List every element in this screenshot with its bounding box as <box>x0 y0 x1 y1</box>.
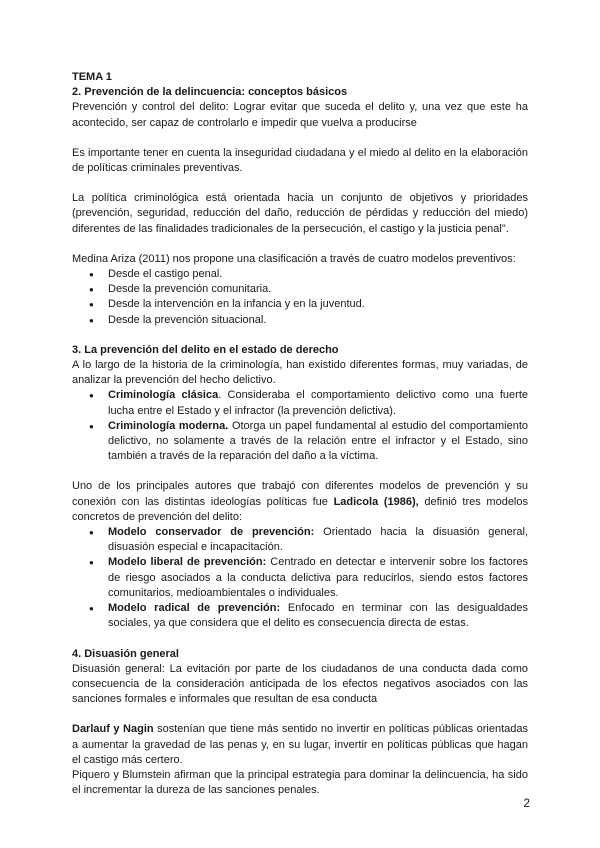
definition: Enfocado en terminar con las desigualdades sociales, ya que considera que el delito es consecuencia directa de estas. <box>108 602 528 630</box>
list-item <box>72 388 528 418</box>
prevention-models-list <box>72 525 528 631</box>
text-run: definió tres modelos concretos de prevención del delito: <box>72 495 528 523</box>
tema-label: TEMA 1 <box>72 71 112 83</box>
term: Criminología clásica <box>108 389 219 402</box>
text-run: sostenían que tiene más sentido no invertir en políticas públicas orientadas a aumentar la gravedad de las penas y, en su lugar, invertir en políticas públicas que hagan el castigo más certero. <box>72 723 528 766</box>
term: Modelo liberal de prevención: <box>108 556 267 569</box>
author-name: Ladicola (1986), <box>333 495 419 508</box>
term: Criminología moderna. <box>108 419 229 432</box>
list-item <box>72 601 528 631</box>
page-content <box>72 70 528 798</box>
list-item <box>72 555 528 601</box>
section-4-heading: 4. Disuasión general <box>72 647 179 660</box>
section-2-heading: 2. Prevención de la delincuencia: conceptos básicos <box>72 86 348 99</box>
page-number: 2 <box>523 796 530 810</box>
term: Modelo radical de prevención: <box>108 602 281 615</box>
author-name: Darlauf y Nagin <box>72 723 154 736</box>
list-item <box>72 525 528 555</box>
criminology-list <box>72 388 528 464</box>
list-item: ● Desde el castigo penal. <box>72 267 528 282</box>
paragraph: La política criminológica está orientada hacia un conjunto de objetivos y prioridades (prevención, seguridad, reducción del daño, reducción de pérdidas y reducción del miedo) diferentes de las finalidades tradicionales de la persecución, el castigo y la justicia penal". <box>72 192 528 235</box>
section-3-heading: 3. La prevención del delito en el estado de derecho <box>72 343 339 356</box>
list-item: ● Desde la intervención en la infancia y en la juventud. <box>72 297 528 312</box>
term: Modelo conservador de prevención: <box>108 526 315 539</box>
definition: Centrado en detectar e intervenir sobre los factores de riesgo asociados a la conducta delictiva para reducirlos, siendo estos factores comunitarios, medioambientales o individuales. <box>108 556 528 599</box>
paragraph: Es importante tener en cuenta la inseguridad ciudadana y el miedo al delito en la elaboración de políticas criminales preventivas. <box>72 146 528 175</box>
preventive-models-list <box>72 267 528 328</box>
paragraph <box>72 479 528 525</box>
paragraph: Prevención y control del delito: Lograr evitar que suceda el delito y, una vez que este ha acontecido, ser capaz de controlarlo e impedir que vuelva a producirse <box>72 101 528 129</box>
paragraph: A lo largo de la historia de la criminología, han existido diferentes formas, muy variadas, de analizar la prevención del hecho delictivo. <box>72 359 528 387</box>
definition: Orientado hacia la disuasión general, disuasión especial e incapacitación. <box>108 526 528 554</box>
definition: . Consideraba el comportamiento delictivo como una fuerte lucha entre el Estado y el infractor (la prevención delictiva). <box>108 389 528 417</box>
paragraph: Disuasión general: La evitación por parte de los ciudadanos de una conducta dada como consecuencia de la consideración anticipada de los efectos negativos asociados con las sanciones formales e informales que resultan de esa conducta <box>72 662 528 706</box>
paragraph: Medina Ariza (2011) nos propone una clasificación a través de cuatro modelos preventivos: <box>72 252 516 265</box>
list-item: ● Desde la prevención comunitaria. <box>72 282 528 297</box>
definition: Otorga un papel fundamental al estudio del comportamiento delictivo, no solamente a través de la relación entre el infractor y el Estado, sino también a través de la reparación del daño a la víctima. <box>108 419 529 463</box>
paragraph: Piquero y Blumstein afirman que la principal estrategia para dominar la delincuencia, ha sido el incrementar la dureza de las sanciones penales. <box>72 768 528 797</box>
list-item: ● Desde la prevención situacional. <box>72 313 528 328</box>
text-run: Uno de los principales autores que trabajó con diferentes modelos de prevención y su conexión con las distintas ideologías políticas fue <box>72 480 528 508</box>
paragraph <box>72 722 528 768</box>
list-item <box>72 419 528 465</box>
